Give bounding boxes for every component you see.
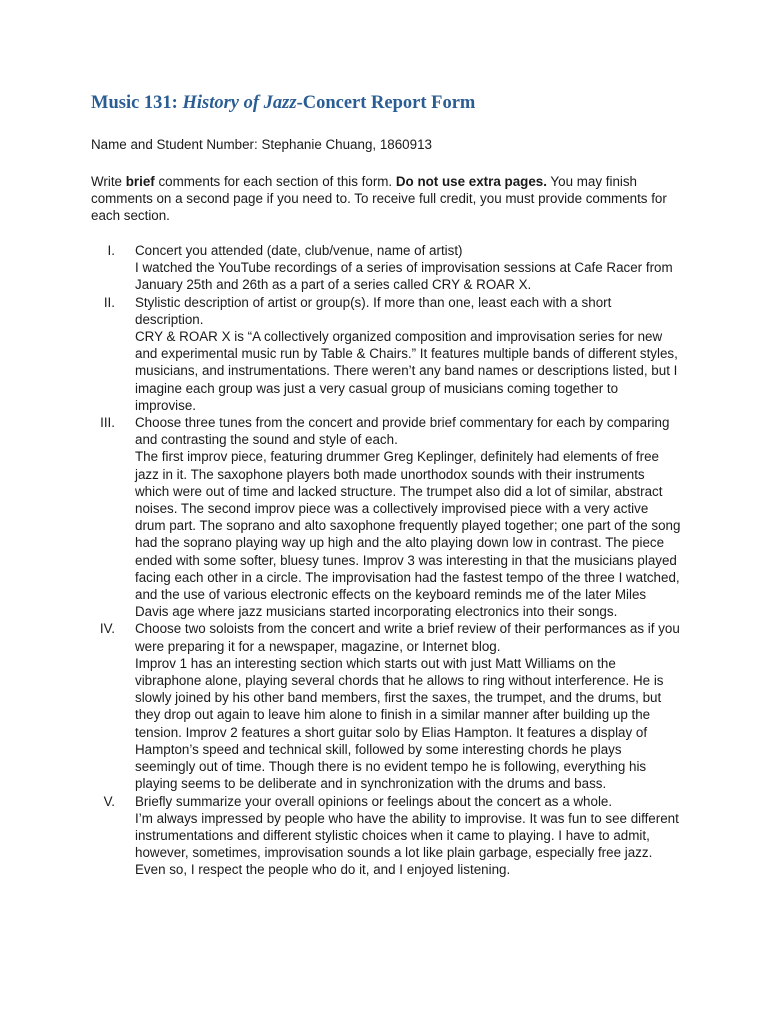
section-number: IV. bbox=[99, 621, 115, 637]
section-4 bbox=[91, 620, 681, 792]
intro-text-3: You may finish comments on a second page if you need to. To receive full credit, you must provide comments for each section. bbox=[91, 174, 667, 224]
name-line bbox=[91, 137, 432, 152]
report-sections bbox=[91, 242, 681, 879]
section-question: Choose two soloists from the concert and write a brief review of their performances as if you were preparing it for a newspaper, magazine, or Internet blog. bbox=[135, 621, 680, 654]
intro-bold-brief: brief bbox=[125, 174, 155, 189]
section-1 bbox=[91, 242, 681, 294]
document-title bbox=[91, 93, 475, 114]
intro-text-2: comments for each section of this form. bbox=[154, 174, 396, 189]
section-3 bbox=[91, 414, 681, 620]
intro-bold-no-extra-pages: Do not use extra pages. bbox=[395, 174, 547, 189]
section-2 bbox=[91, 294, 681, 414]
section-question: Choose three tunes from the concert and provide brief commentary for each by comparing and contrasting the sound and style of each. bbox=[135, 415, 670, 448]
section-question: Briefly summarize your overall opinions or feelings about the concert as a whole. bbox=[135, 793, 613, 809]
section-answer: CRY & ROAR X is “A collectively organized composition and improvisation series for new and experimental music run by Table & Chairs.” It features multiple bands of different styles, musicians, and instrumentations. There weren’t any band names or descriptions listed, but I imagine each group was just a very casual group of musicians coming together to improvise. bbox=[135, 329, 678, 413]
section-number: II. bbox=[103, 294, 115, 310]
section-number: III. bbox=[100, 415, 115, 431]
section-answer: Improv 1 has an interesting section which starts out with just Matt Williams on the vibraphone alone, playing several chords that he allows to ring without interference. He is slowly joined by his other band members, first the saxes, the trumpet, and the drums, but they drop out again to leave him alone to finish in a similar manner after building up the tension. Improv 2 features a short guitar solo by Elias Hampton. It features a display of Hampton’s speed and technical skill, followed by some interesting chords he plays seemingly out of time. Though there is no evident tempo he is following, everything his playing seems to be deliberate and in synchronization with the drums and bass. bbox=[135, 655, 664, 792]
title-prefix: Music 131: bbox=[91, 93, 183, 113]
section-answer: The first improv piece, featuring drummer Greg Keplinger, definitely had elements of free jazz in it. The saxophone players both made unorthodox sounds with their instruments which were out of time and lacked structure. The trumpet also did a lot of similar, abstract noises. The second improv piece was a collectively improvised piece with a very active drum part. The soprano and alto saxophone frequently played together; one part of the song had the soprano playing way up high and the alto playing down low in contrast. The piece ended with some softer, bluesy tunes. Improv 3 was interesting in that the musicians played facing each other in a circle. The improvisation had the fastest tempo of the three I watched, and the use of various electronic effects on the keyboard reminds me of the later Miles Davis age where jazz musicians started incorporating electronics into their songs. bbox=[135, 449, 681, 620]
section-question: Stylistic description of artist or group(s). If more than one, least each with a short description. bbox=[135, 294, 612, 327]
name-label: Name and Student Number: bbox=[91, 137, 262, 152]
section-answer: I’m always impressed by people who have the ability to improvise. It was fun to see different instrumentations and different stylistic choices when it came to playing. I have to admit, however, sometimes, improvisation sounds a lot like plain garbage, especially free jazz. Even so, I respect the people who do it, and I enjoyed listening. bbox=[135, 810, 679, 878]
instructions-paragraph bbox=[91, 173, 686, 225]
section-5 bbox=[91, 793, 681, 879]
title-suffix: -Concert Report Form bbox=[296, 93, 476, 113]
section-number: V. bbox=[103, 793, 115, 809]
title-italic: History of Jazz bbox=[182, 93, 297, 113]
section-question: Concert you attended (date, club/venue, name of artist) bbox=[135, 243, 463, 258]
name-value: Stephanie Chuang, 1860913 bbox=[261, 137, 432, 152]
intro-text-1: Write bbox=[91, 174, 126, 189]
section-answer: I watched the YouTube recordings of a series of improvisation sessions at Cafe Racer from January 25th and 26th as a part of a series called CRY & ROAR X. bbox=[135, 260, 673, 293]
section-number: I. bbox=[107, 243, 115, 258]
